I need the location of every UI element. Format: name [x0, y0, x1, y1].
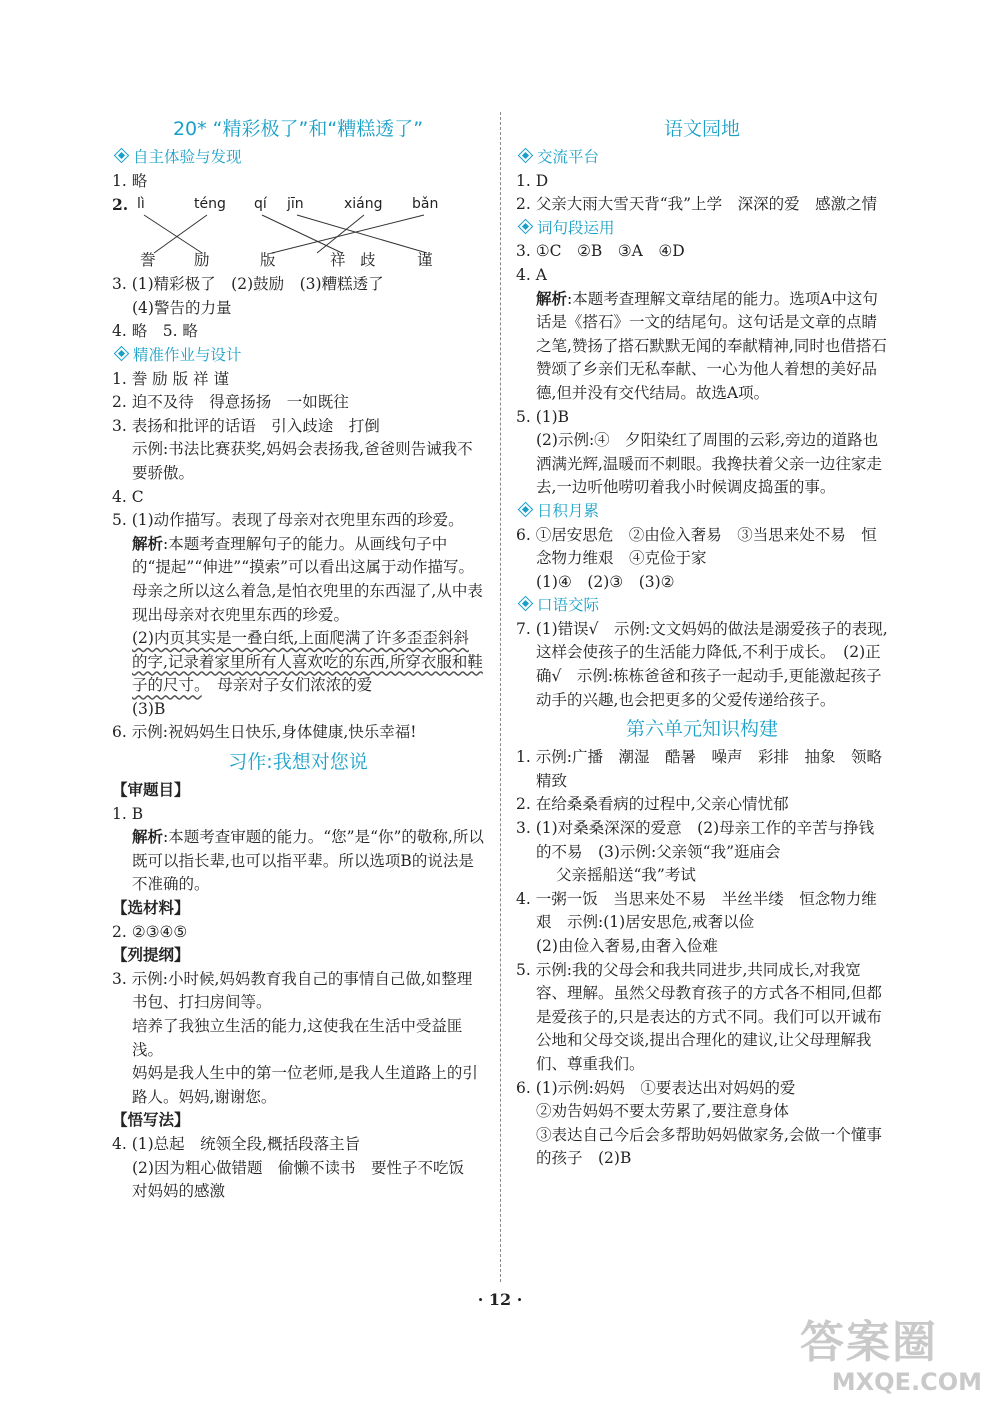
- answer-cont: (4)警告的力量: [132, 298, 232, 317]
- answer-item: 3. ①C ②B ③A ④D: [516, 242, 685, 261]
- answer-cont: (1)④ (2)③ (3)②: [536, 572, 675, 591]
- pinyin-label: bǎn: [412, 196, 439, 213]
- analysis-block: 解析:本题考查理解文章结尾的能力。选项A中这句话是《搭石》一文的结尾句。这句话是文章的点睛之笔,赞扬了搭石默默无闻的奉献精神,同时也借搭石赞颂了乡亲们无私奉献、一心为他人着想的美好品德,但并没有交代结局。故选A项。: [536, 289, 887, 402]
- section-heading: 词句段运用: [516, 217, 888, 241]
- answer-item: 5. (1)动作描写。表现了母亲对衣兜里东西的珍爱。: [112, 511, 464, 530]
- char-label: 誊: [140, 251, 156, 270]
- answer-cont: 培养了我独立生活的能力,这使我在生活中受益匪浅。: [132, 1017, 463, 1059]
- answer-item: 5. (1)B: [516, 407, 570, 426]
- pinyin-label: qí: [254, 196, 267, 213]
- answer-item: 1. D: [516, 171, 549, 190]
- diamond-icon: [114, 346, 130, 362]
- answer-item: 4. C: [112, 487, 144, 506]
- pinyin-label: xiáng: [344, 196, 383, 213]
- pinyin-matching: 2. lì téng qí jīn xiáng bǎn 誊 励 版 祥 歧 谨: [112, 193, 484, 273]
- answer-item: 6. ①居安思危 ②由俭入奢易 ③当思来处不易 恒念物力维艰 ④克俭于家: [516, 525, 877, 568]
- answer-item: 1. 略: [112, 171, 148, 190]
- answer-item: 2. 父亲大雨大雪天背“我”上学 深深的爱 感激之情: [516, 195, 878, 214]
- section-heading: 精准作业与设计: [112, 344, 484, 368]
- answer-item: 2. 迫不及待 得意扬扬 一如既往: [112, 393, 349, 412]
- answer-cont: ②劝告妈妈不要太劳累了,要注意身体: [536, 1102, 789, 1121]
- answer-item: 2. 在给桑桑看病的过程中,父亲心情忧郁: [516, 795, 789, 814]
- lesson-title: 20* “精彩极了”和“糟糕透了”: [172, 118, 424, 140]
- unit-title: 第六单元知识构建: [625, 718, 778, 741]
- section-heading: 自主体验与发现: [112, 146, 484, 170]
- answer-item: 3. (1)对桑桑深深的爱意 (2)母亲工作的辛苦与挣钱的不易 (3)示例:父亲领“我”逛庙会: [516, 819, 875, 861]
- diamond-icon: [518, 148, 534, 164]
- answer-cont: 妈妈是我人生中的第一位老师,是我人生道路上的引路人。妈妈,谢谢您。: [132, 1064, 478, 1106]
- section-heading: 交流平台: [516, 146, 888, 170]
- answer-item: 6. (1)示例:妈妈 ①要表达出对妈妈的爱: [516, 1078, 796, 1097]
- char-label: 励: [194, 251, 210, 270]
- answer-item: 7. (1)错误√ 示例:文文妈妈的做法是溺爱孩子的表现,这样会使孩子的生活能力降低,不利于成长。 (2)正确√ 示例:栋栋爸爸和孩子一起动手,更能激起孩子动手的兴趣,也会把更多的父爱传递给孩子。: [516, 619, 888, 709]
- answer-item: 2. ②③④⑤: [112, 922, 188, 941]
- diamond-icon: [114, 148, 130, 164]
- pinyin-label: téng: [194, 196, 226, 213]
- diamond-icon: [518, 596, 534, 612]
- answer-cont: (2)因为粗心做错题 偷懒不读书 要性子不吃饭 对妈妈的感激: [132, 1158, 480, 1201]
- bracket-heading: 【列提纲】: [112, 946, 190, 965]
- answer-item: 6. 示例:祝妈妈生日快乐,身体健康,快乐幸福!: [112, 723, 417, 742]
- page-number: · 12 ·: [477, 1290, 523, 1309]
- answer-item: 4. 一粥一饭 当思来处不易 半丝半缕 恒念物力维艰 示例:(1)居安思危,戒奢以俭: [516, 889, 877, 932]
- column-divider: [500, 112, 501, 1282]
- char-label: 版: [260, 251, 276, 270]
- answer-item: 4. (1)总起 统领全段,概括段落主旨: [112, 1134, 361, 1153]
- pinyin-label: lì: [137, 196, 145, 213]
- diamond-icon: [518, 502, 534, 518]
- bracket-heading: 【悟写法】: [112, 1111, 190, 1130]
- composition-title: 习作:我想对您说: [228, 751, 368, 774]
- diamond-icon: [518, 219, 534, 235]
- right-column: [516, 112, 898, 1171]
- char-label: 歧: [360, 251, 376, 270]
- answer-item: 1. 示例:广播 潮湿 酷暑 噪声 彩排 抽象 领略 精致: [516, 748, 898, 790]
- analysis-block: 解析:本题考查理解句子的能力。从画线句子中的“提起”“伸进”“摸索”可以看出这属于动作描写。母亲之所以这么着急,是怕衣兜里的东西湿了,从中表现出母亲对衣兜里东西的珍爱。: [132, 534, 483, 624]
- answer-cont: (2)由俭入奢易,由奢入俭难: [536, 937, 718, 955]
- section-heading: 口语交际: [516, 594, 888, 618]
- analysis-block: 解析:本题考查审题的能力。“您”是“你”的敬称,所以既可以指长辈,也可以指平辈。所以选项B的说法是不准确的。: [132, 828, 484, 894]
- section-title: 语文园地: [663, 118, 740, 140]
- answer-item: 1. 誊 励 版 祥 谨: [112, 369, 229, 388]
- answer-cont: (3)B: [132, 699, 166, 718]
- bracket-heading: 【选材料】: [112, 899, 190, 918]
- answer-cont: (2)内页其实是一叠白纸,上面爬满了许多歪歪斜斜的字,记录着家里所有人喜欢吃的东西,所穿衣服和鞋子的尺寸。 母亲对子女们浓浓的爱: [132, 629, 483, 695]
- char-label: 谨: [417, 251, 433, 270]
- answer-item: 1. B: [112, 804, 144, 823]
- left-column: [112, 112, 484, 1204]
- watermark-logo: 答案圈 MXQE.COM: [800, 1317, 982, 1396]
- answer-item: 4. 略 5. 略: [112, 322, 198, 341]
- answer-cont: (2)示例:④ 夕阳染红了周围的云彩,旁边的道路也洒满光辉,温暖而不刺眼。我搀扶着父亲一边往家走去,一边听他唠叨着我小时候调皮捣蛋的事。: [536, 431, 882, 497]
- answer-item: 3. 示例:小时候,妈妈教育我自己的事情自己做,如整理书包、打扫房间等。: [112, 969, 473, 1012]
- char-label: 祥: [330, 251, 346, 270]
- section-heading: 日积月累: [516, 500, 888, 524]
- answer-item: 4. A: [516, 265, 547, 284]
- answer-cont: 示例:书法比赛获奖,妈妈会表扬我,爸爸则告诫我不要骄傲。: [132, 440, 473, 482]
- answer-item: 3. 表扬和批评的话语 引入歧途 打倒: [112, 416, 380, 435]
- answer-cont: ③表达自己今后会多帮助妈妈做家务,会做一个懂事的孩子 (2)B: [536, 1125, 882, 1168]
- answer-item: 5. 示例:我的父母会和我共同进步,共同成长,对我宽容、理解。虽然父母教育孩子的方式各不相同,但都是爱孩子的,只是表达的方式不同。我们可以开诚布公地和父母交谈,提出合理化的建议,让父母理解我们、尊重我们。: [516, 960, 882, 1073]
- answer-item: 3. (1)精彩极了 (2)鼓励 (3)糟糕透了: [112, 275, 384, 294]
- answer-cont: 父亲摇船送“我”考试: [556, 866, 696, 885]
- bracket-heading: 【审题目】: [112, 781, 190, 800]
- pinyin-label: jīn: [287, 196, 304, 213]
